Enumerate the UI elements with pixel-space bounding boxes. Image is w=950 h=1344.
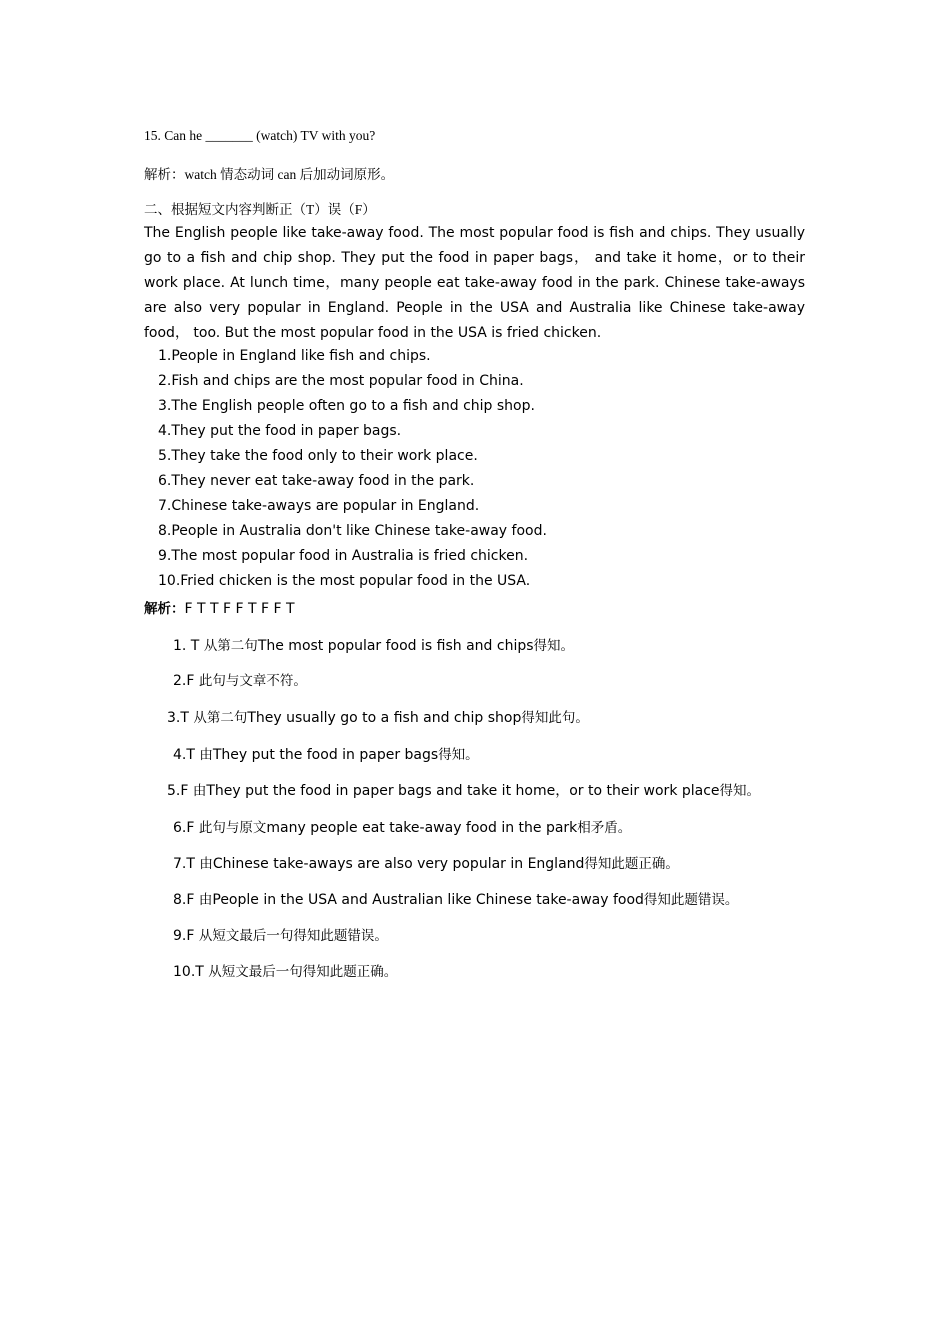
explanation-6 <box>173 816 631 837</box>
explanation-text: 得知此句。 <box>521 710 589 726</box>
question-15: 15. Can he _______ (watch) TV with you? <box>144 128 376 143</box>
explanation-text: 从短文最后一句得知此题错误。 <box>198 928 388 944</box>
explanation-quote: They put the food in paper bags and take it home，or to their work place <box>206 783 720 799</box>
explanation-9 <box>173 924 388 945</box>
statement-5: 5.They take the food only to their work place. <box>158 448 478 464</box>
statement-10: 10.Fried chicken is the most popular food in the USA. <box>158 573 531 589</box>
explanation-text: 得知。 <box>438 747 479 763</box>
explanation-5 <box>167 779 760 800</box>
answer-key <box>144 597 295 618</box>
explanation-text: 由 <box>192 783 207 799</box>
explanation-text: 此句与原文 <box>198 820 267 836</box>
explanation-text: 得知此题错误。 <box>643 892 739 908</box>
statement-1: 1.People in England like fish and chips. <box>158 348 431 364</box>
explanation-text: 得知。 <box>719 783 761 799</box>
explanation-10 <box>173 960 397 981</box>
explanation-text: 从第二句 <box>203 638 258 654</box>
answer-key-label: 解析： <box>144 601 185 617</box>
answer-key-values: F T T F F T F F T <box>184 601 295 617</box>
explanation-text: 得知。 <box>533 638 575 654</box>
explanation-text: 从第二句 <box>193 710 248 726</box>
explanation-8 <box>173 888 738 909</box>
explanation-text: 由 <box>199 747 213 763</box>
statement-6: 6.They never eat take-away food in the park. <box>158 473 475 489</box>
explanation-quote: many people eat take-away food in the park <box>266 820 578 836</box>
explanation-number: 9.F <box>173 928 199 944</box>
explanation-quote: People in the USA and Australian like Chinese take-away food <box>212 892 644 908</box>
statement-8: 8.People in Australia don't like Chinese take-away food. <box>158 523 547 539</box>
explanation-quote: They usually go to a fish and chip shop <box>247 710 522 726</box>
explanation-number: 6.F <box>173 820 199 836</box>
explanation-text: 由 <box>199 856 213 872</box>
explanation-text: 此句与文章不符。 <box>198 673 307 689</box>
explanation-text: 由 <box>198 892 213 908</box>
explanation-quote: Chinese take-aways are also very popular in England <box>212 856 585 872</box>
statement-7: 7.Chinese take-aways are popular in England. <box>158 498 480 514</box>
explanation-text: 从短文最后一句得知此题正确。 <box>208 964 398 980</box>
explanation-7 <box>173 852 679 873</box>
explanation-number: 1. T <box>173 638 204 654</box>
explanation-quote: They put the food in paper bags <box>212 747 439 763</box>
reading-passage: The English people like take-away food. The most popular food is fish and chips. They usually go to a fish and chip shop. They put the food in paper bags， and take it home，or to their work place. At lunch time，many people eat take-away food in the park. Chinese take-aways are also very popular in England. People in the USA and Australia like Chinese take-away food， too. But the most popular food in the USA is fried chicken. <box>144 225 805 341</box>
explanation-number: 3.T <box>167 710 194 726</box>
statement-4: 4.They put the food in paper bags. <box>158 423 402 439</box>
explanation-number: 8.F <box>173 892 199 908</box>
explanation-4 <box>173 743 479 764</box>
explanation-3 <box>167 706 589 727</box>
explanation-text: 得知此题正确。 <box>584 856 679 872</box>
explanation-2 <box>173 669 307 690</box>
statement-3: 3.The English people often go to a fish and chip shop. <box>158 398 535 414</box>
explanation-number: 5.F <box>167 783 193 799</box>
statement-2: 2.Fish and chips are the most popular food in China. <box>158 373 524 389</box>
explanation-number: 4.T <box>173 747 200 763</box>
explanation-quote: The most popular food is fish and chips <box>257 638 534 654</box>
section-heading: 二、根据短文内容判断正（T）误（F） <box>144 202 376 217</box>
explanation-number: 10.T <box>173 964 209 980</box>
statement-9: 9.The most popular food in Australia is fried chicken. <box>158 548 529 564</box>
question-15-explanation: 解析：watch 情态动词 can 后加动词原形。 <box>144 167 395 182</box>
explanation-number: 7.T <box>173 856 200 872</box>
explanation-1 <box>173 634 574 655</box>
explanation-text: 相矛盾。 <box>577 820 632 836</box>
explanation-number: 2.F <box>173 673 199 689</box>
